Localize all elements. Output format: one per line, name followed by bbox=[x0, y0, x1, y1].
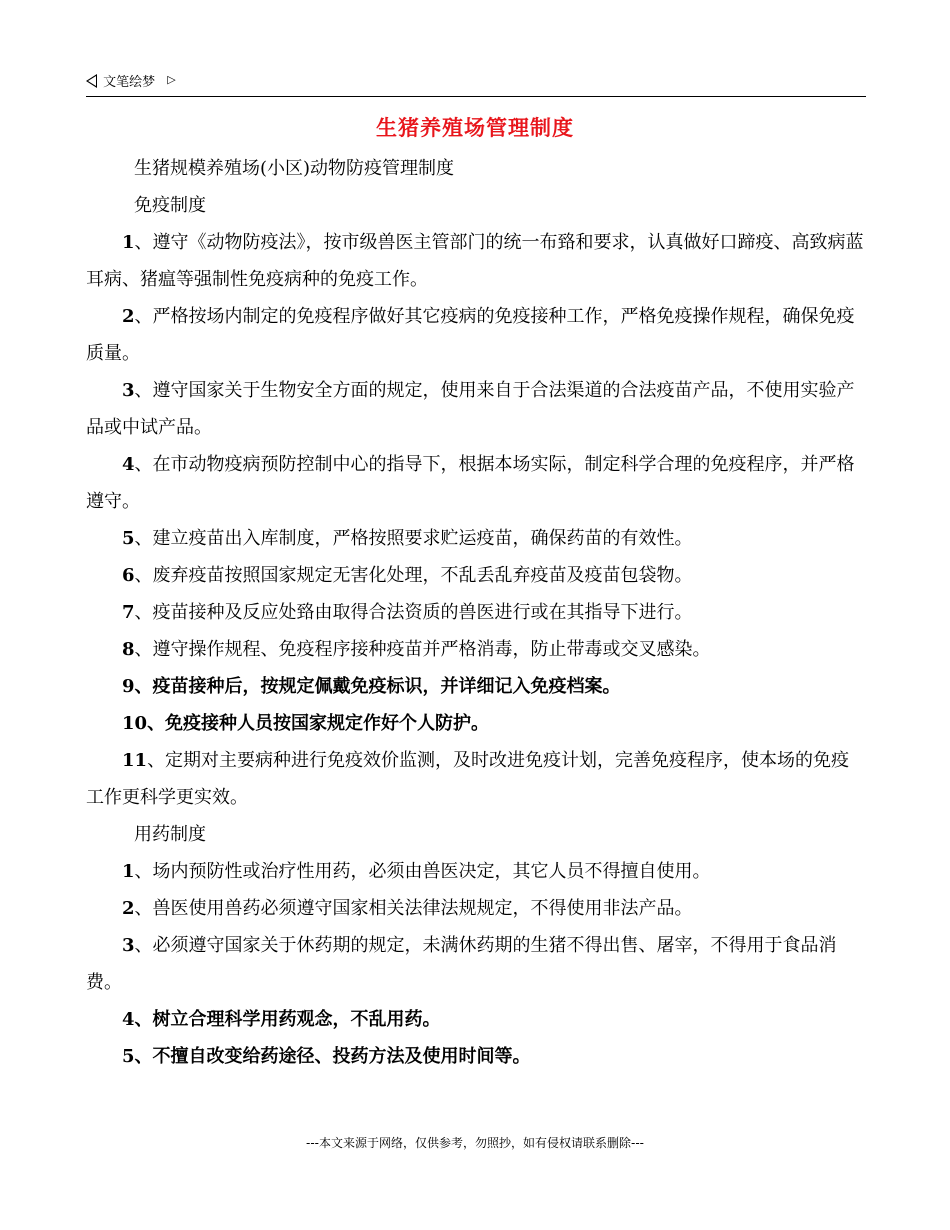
list-item: 4、树立合理科学用药观念，不乱用药。 bbox=[122, 1009, 441, 1030]
list-item: 2、严格按场内制定的免疫程序做好其它疫病的免疫接种工作，严格免疫操作规程，确保免疫质量。 bbox=[86, 306, 855, 364]
page-header bbox=[86, 70, 866, 97]
list-item: 6、废弃疫苗按照国家规定无害化处理，不乱丢乱弃疫苗及疫苗包袋物。 bbox=[122, 565, 693, 586]
list-item: 5、不擅自改变给药途径、投药方法及使用时间等。 bbox=[122, 1046, 531, 1067]
page-footer: ---本文来源于网络，仅供参考，勿照抄，如有侵权请联系删除--- bbox=[306, 1136, 644, 1150]
list-item: 10、免疫接种人员按国家规定作好个人防护。 bbox=[122, 713, 490, 734]
list-item: 11、定期对主要病种进行免疫效价监测，及时改进免疫计划，完善免疫程序，使本场的免疫工作更科学更实效。 bbox=[86, 750, 850, 808]
list-item: 7、疫苗接种及反应处臵由取得合法资质的兽医进行或在其指导下进行。 bbox=[122, 602, 693, 623]
header-brand: 文笔绘梦 bbox=[103, 75, 156, 90]
section-heading-medication: 用药制度 bbox=[134, 824, 206, 845]
section-heading-immunization: 免疫制度 bbox=[134, 195, 206, 216]
list-item: 4、在市动物疫病预防控制中心的指导下，根据本场实际，制定科学合理的免疫程序，并严格遵守。 bbox=[86, 454, 855, 512]
list-item: 8、遵守操作规程、免疫程序接种疫苗并严格消毒，防止带毒或交叉感染。 bbox=[122, 639, 711, 660]
document-subtitle: 生猪规模养殖场(小区)动物防疫管理制度 bbox=[134, 158, 455, 179]
list-item: 3、遵守国家关于生物安全方面的规定，使用来自于合法渠道的合法疫苗产品，不使用实验产品或中试产品。 bbox=[86, 380, 855, 438]
list-item: 1、遵守《动物防疫法》，按市级兽医主管部门的统一布臵和要求，认真做好口蹄疫、高致病蓝耳病、猪瘟等强制性免疫病种的免疫工作。 bbox=[86, 232, 864, 290]
triangle-right-icon: ▷ bbox=[167, 73, 176, 86]
document-title: 生猪养殖场管理制度 bbox=[376, 116, 574, 140]
list-item: 3、必须遵守国家关于休药期的规定，未满休药期的生猪不得出售、屠宰，不得用于食品消费。 bbox=[86, 935, 837, 993]
list-item: 5、建立疫苗出入库制度，严格按照要求贮运疫苗，确保药苗的有效性。 bbox=[122, 528, 693, 549]
list-item: 2、兽医使用兽药必须遵守国家相关法律法规规定，不得使用非法产品。 bbox=[122, 898, 693, 919]
list-item: 9、疫苗接种后，按规定佩戴免疫标识，并详细记入免疫档案。 bbox=[122, 676, 621, 697]
document-body bbox=[86, 150, 866, 1075]
list-item: 1、场内预防性或治疗性用药，必须由兽医决定，其它人员不得擅自使用。 bbox=[122, 861, 711, 882]
triangle-left-icon bbox=[86, 74, 97, 88]
